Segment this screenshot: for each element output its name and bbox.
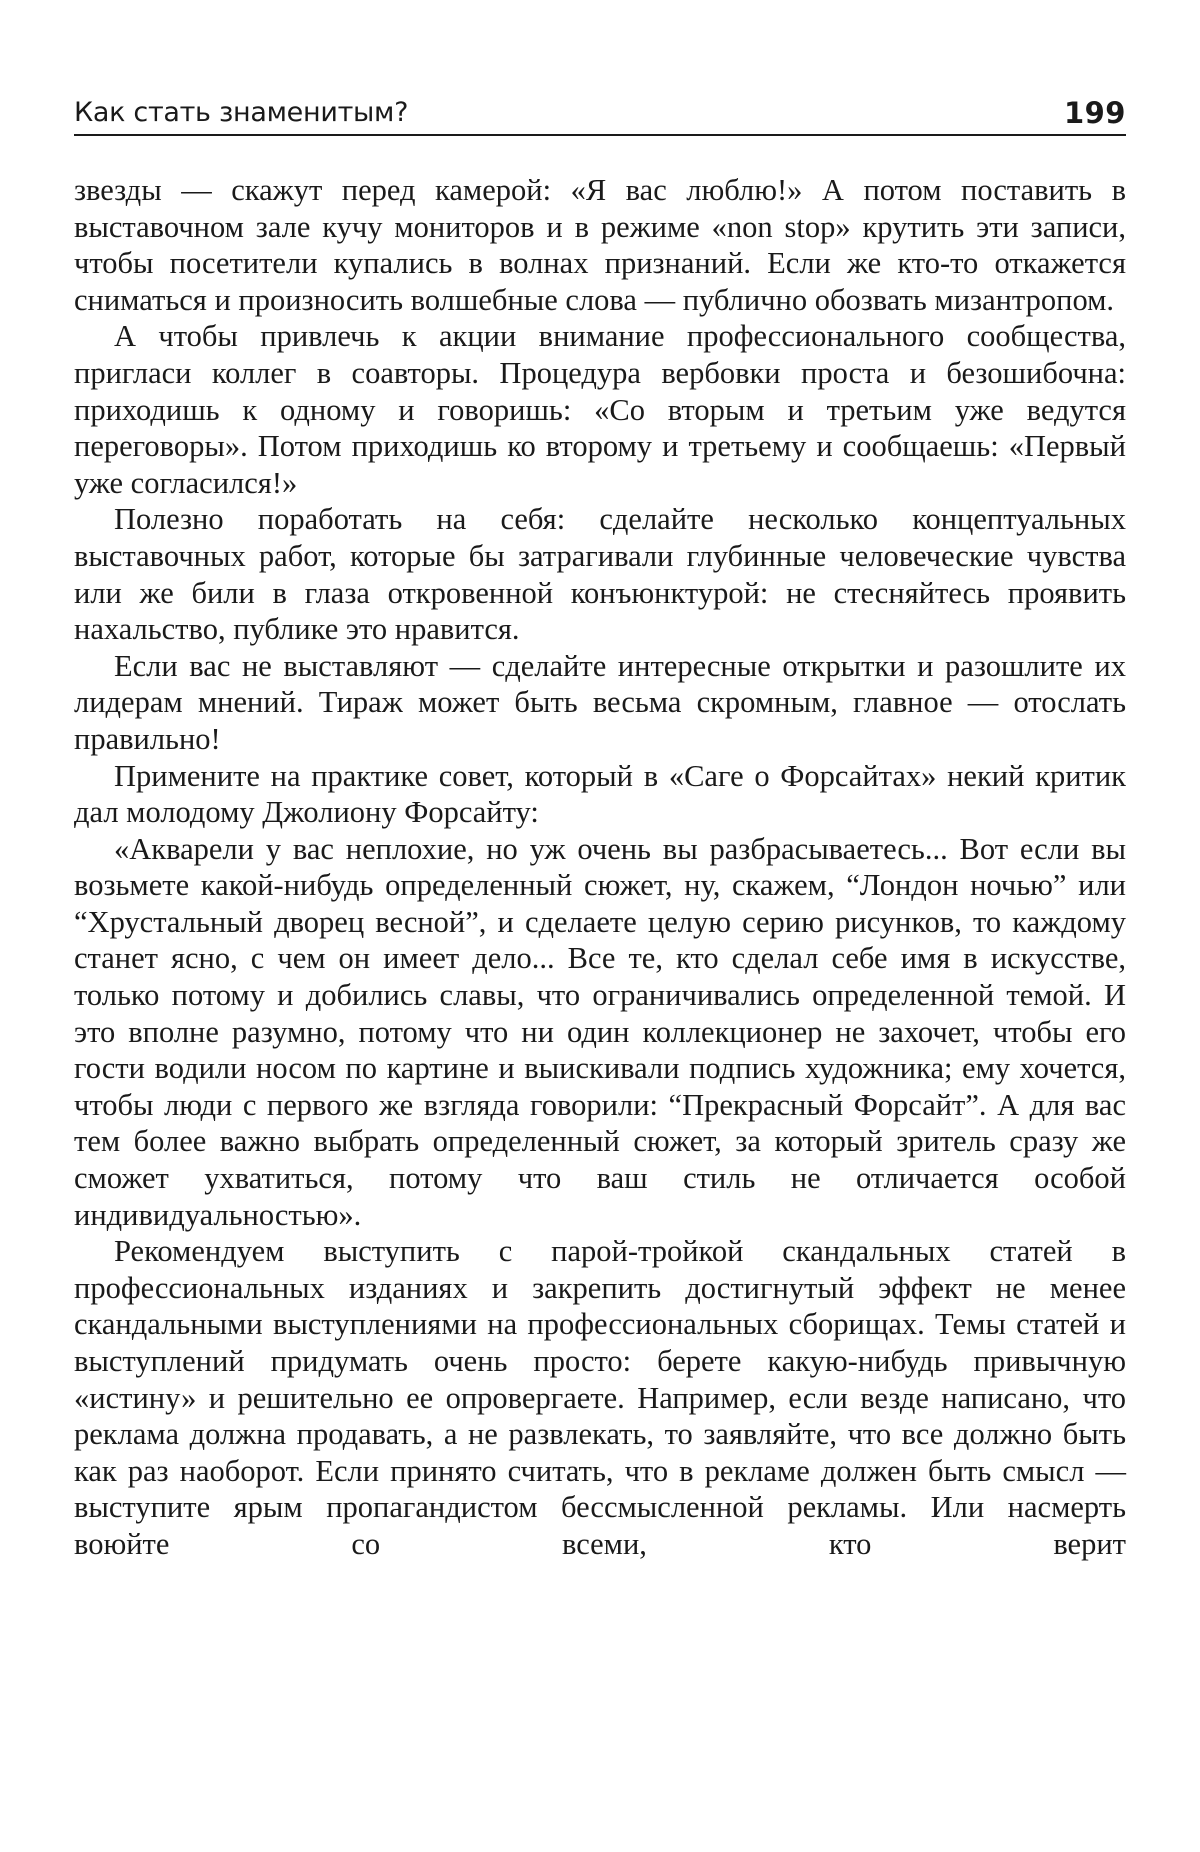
- running-title: Как стать знаменитым?: [74, 97, 409, 128]
- book-page: [74, 96, 1126, 1563]
- paragraph: Примените на практике совет, который в «Саге о Форсайтах» некий критик дал молодому Джолиону Форсайту:: [74, 758, 1126, 830]
- page-number: 199: [1063, 96, 1126, 130]
- running-header: [74, 96, 1126, 136]
- paragraph: Полезно поработать на себя: сделайте несколько концептуальных выставочных работ, которые бы затрагивали глубинные человеческие чувства или же били в глаза откровенной конъюнктурой: не стесняйтесь проявить нахальство, публике это нравится.: [74, 502, 1126, 647]
- paragraph: Рекомендуем выступить с парой-тройкой скандальных статей в профессиональных изданиях и закрепить достигнутый эффект не менее скандальными выступлениями на профессиональных сборищах. Темы статей и выступлений придумать очень просто: берете какую-нибудь привычную «истину» и решительно ее опровергаете. Например, если везде написано, что реклама должна продавать, а не развлекать, то заявляйте, что все должно быть как раз наоборот. Если принято считать, что в рекламе должен быть смысл — выступите ярым пропагандистом бессмысленной рекламы. Или насмерть воюйте со всеми, кто верит: [74, 1234, 1126, 1561]
- paragraph: А чтобы привлечь к акции внимание профессионального сообщества, пригласи коллег в соавторы. Процедура вербовки проста и безошибочна: приходишь к одному и говоришь: «Со вторым и третьим уже ведутся переговоры». Потом приходишь ко второму и третьему и сообщаешь: «Первый уже согласился!»: [74, 319, 1126, 500]
- paragraph: Если вас не выставляют — сделайте интересные открытки и разошлите их лидерам мнений. Тираж может быть весьма скромным, главное — отослать правильно!: [74, 648, 1126, 756]
- paragraph: звезды — скажут перед камерой: «Я вас люблю!» А потом поставить в выставочном зале кучу мониторов и в режиме «non stop» крутить эти записи, чтобы посетители купались в волнах признаний. Если же кто-то откажется сниматься и произносить волшебные слова — публично обозвать мизантропом.: [74, 173, 1126, 317]
- body-text: [74, 172, 1126, 1563]
- quotation-paragraph: «Акварели у вас неплохие, но уж очень вы разбрасываетесь... Вот если вы возьмете какой-нибудь определенный сюжет, ну, скажем, “Лондон ночью” или “Хрустальный дворец весной”, и сделаете целую серию рисунков, то каждому станет ясно, с чем он имеет дело... Все те, кто сделал себе имя в искусстве, только потому и добились славы, что ограничивались определенной темой. И это вполне разумно, потому что ни один коллекционер не захочет, чтобы его гости водили носом по картине и выискивали подпись художника; ему хочется, чтобы люди с первого же взгляда говорили: “Прекрасный Форсайт”. А для вас тем более важно выбрать определенный сюжет, за который зритель сразу же сможет ухватиться, потому что ваш стиль не отличается особой индивидуальностью».: [74, 831, 1126, 1232]
